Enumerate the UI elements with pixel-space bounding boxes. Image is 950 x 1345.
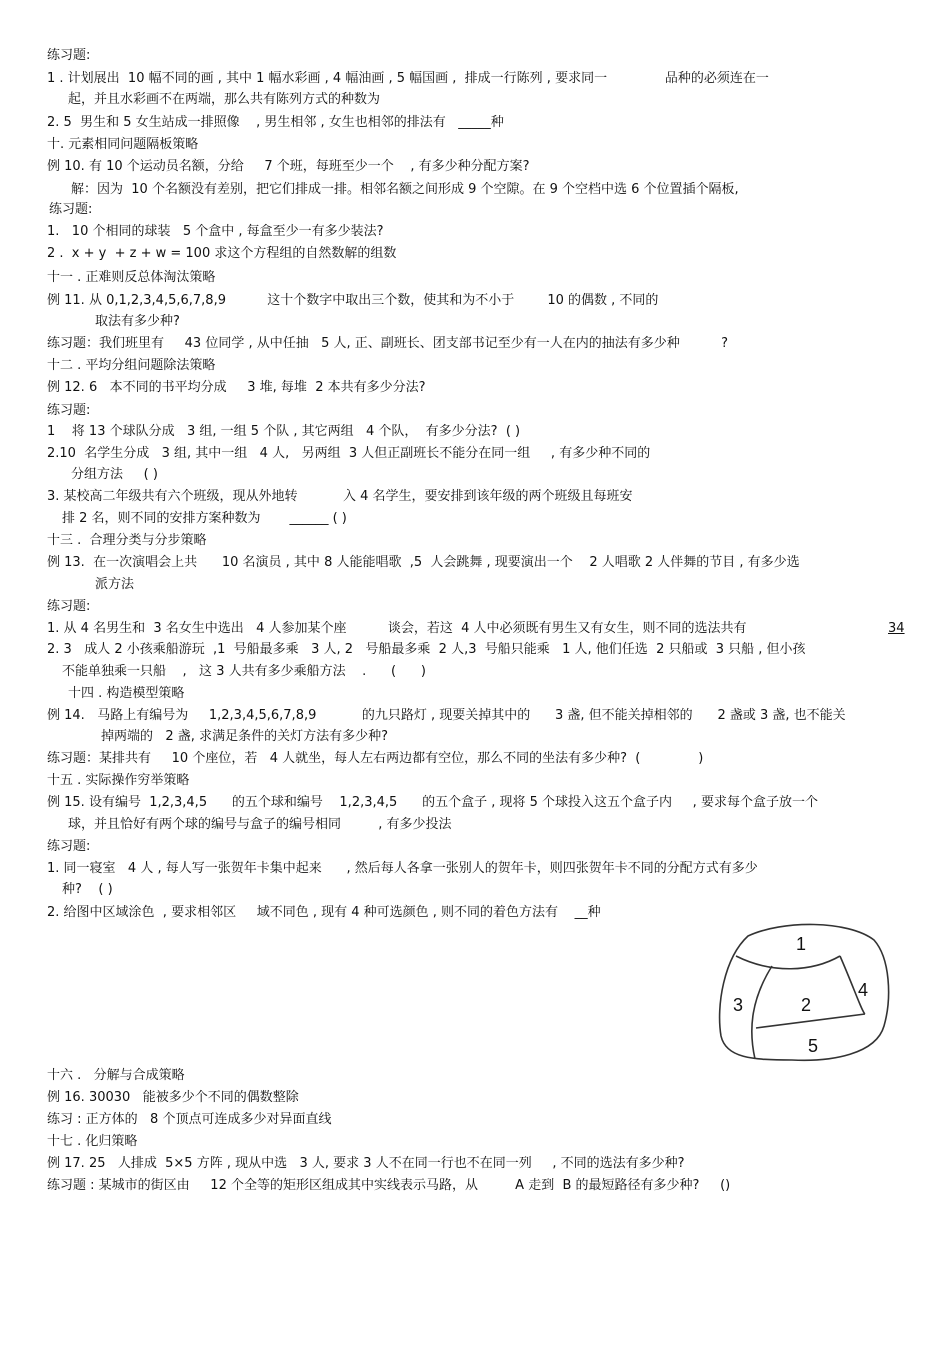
line-22: 十三 . 合理分类与分步策略: [47, 533, 207, 548]
line-23: 例 13. 在一次演唱会上共 10 名演员 , 其中 8 人能能唱歌 ,5 人会跳舞 , 现要演出一个 2 人唱歌 2 人伴舞的节目 , 有多少选: [47, 555, 800, 570]
region-label-2: 2: [801, 995, 812, 1015]
line-38: 1. 同一寝室 4 人 , 每人写一张贺年卡集中起来 , 然后每人各拿一张别人的贺年卡，则四张贺年卡不同的分配方式有多少: [47, 861, 758, 876]
line-9: 2 . x + y + z + w = 100 求这个方程组的自然数解的组数: [47, 246, 397, 261]
line-28: 2. 3 成人 2 小孩乘船游玩 ,1 号船最多乘 3 人, 2 号船最多乘 2 人,3 号船只能乘 1 人, 他们任选 2 只船或 3 只船 , 但小孩: [47, 642, 806, 657]
line-1: 1 . 计划展出 10 幅不同的画 , 其中 1 幅水彩画 , 4 幅油画 , 5 幅国画 , 排成一行陈列 , 要求同一 品种的必须连在一: [47, 71, 769, 86]
line-33: 练习题：某排共有 10 个座位，若 4 人就坐，每人左右两边都有空位，那么不同的坐法有多少种? ( ): [47, 751, 704, 766]
region-5-border: [756, 1014, 865, 1028]
line-14: 十二 . 平均分组问题除法策略: [47, 358, 216, 373]
line-40: 2. 给图中区域涂色 , 要求相邻区 域不同色 , 现有 4 种可选颜色 , 则不同的着色方法有 __种: [47, 905, 601, 920]
line-35: 例 15. 设有编号 1,2,3,4,5 的五个球和编号 1,2,3,4,5 的五个盒子 , 现将 5 个球投入这五个盒子内 , 要求每个盒子放一个: [47, 795, 818, 810]
line-5: 例 10. 有 10 个运动员名额，分给 7 个班，每班至少一个 , 有多少种分配方案?: [47, 159, 530, 174]
line-44: 十七 . 化归策略: [47, 1134, 138, 1149]
coloring-region-figure: [712, 918, 896, 1066]
line-0: 练习题:: [47, 48, 91, 63]
line-30: 十四 . 构造模型策略: [68, 686, 185, 701]
line-16: 练习题:: [47, 403, 91, 418]
region-label-1: 1: [796, 934, 807, 954]
line-29: 不能单独乘一只船 , 这 3 人共有多少乘船方法 . ( ): [62, 664, 426, 679]
line-11: 例 11. 从 0,1,2,3,4,5,6,7,8,9 这十个数字中取出三个数，使其和为不小于 10 的偶数 , 不同的: [47, 293, 659, 308]
line-19: 分组方法 ( ): [71, 467, 158, 482]
line-25: 练习题:: [47, 599, 91, 614]
line-8: 1. 10 个相同的球装 5 个盒中 , 每盒至少一有多少装法?: [47, 224, 384, 239]
line-10: 十一 . 正难则反总体淘汰策略: [47, 270, 216, 285]
line-17: 1 将 13 个球队分成 3 组, 一组 5 个队 , 其它两组 4 个队， 有多少分法? ( ): [47, 424, 521, 439]
line-12: 取法有多少种?: [95, 314, 180, 329]
region-label-5: 5: [808, 1036, 819, 1056]
line-36: 球，并且恰好有两个球的编号与盒子的编号相同 , 有多少投法: [68, 817, 452, 832]
line-46: 练习题 : 某城市的街区由 12 个全等的矩形区组成其中实线表示马路，从 A 走到 B 的最短路径有多少种? (): [47, 1178, 731, 1193]
line-21: 排 2 名，则不同的安排方案种数为 ______ ( ): [62, 511, 347, 526]
line-13: 练习题：我们班里有 43 位同学 , 从中任抽 5 人, 正、副班长、团支部书记至少有一人在内的抽法有多少种 ?: [47, 336, 729, 351]
region-label-4: 4: [858, 980, 869, 1000]
line-26: 1. 从 4 名男生和 3 名女生中选出 4 人参加某个座 谈会，若这 4 人中必须既有男生又有女生，则不同的选法共有: [47, 621, 747, 636]
region-label-3: 3: [733, 995, 744, 1015]
answer-34: 34: [888, 621, 905, 636]
line-18: 2.10 名学生分成 3 组, 其中一组 4 人, 另两组 3 人但正副班长不能分在同一组 , 有多少种不同的: [47, 446, 651, 461]
line-6: 解：因为 10 个名额没有差别，把它们排成一排。相邻名额之间形成 9 个空隙。在 9 个空档中选 6 个位置插个隔板,: [71, 182, 739, 197]
line-37: 练习题:: [47, 839, 91, 854]
line-42: 例 16. 30030 能被多少个不同的偶数整除: [47, 1090, 299, 1105]
line-4: 十. 元素相同问题隔板策略: [47, 137, 199, 152]
line-7: 练习题:: [49, 202, 93, 217]
region-3-border: [752, 966, 772, 1059]
line-31: 例 14. 马路上有编号为 1,2,3,4,5,6,7,8,9 的九只路灯 , 现要关掉其中的 3 盏, 但不能关掉相邻的 2 盏或 3 盏, 也不能关: [47, 708, 846, 723]
line-3: 2. 5 男生和 5 女生站成一排照像 , 男生相邻 , 女生也相邻的排法有 _____种: [47, 115, 504, 130]
line-24: 派方法: [95, 577, 135, 592]
line-41: 十六 . 分解与合成策略: [47, 1068, 185, 1083]
line-2: 起，并且水彩画不在两端，那么共有陈列方式的种数为: [68, 92, 381, 107]
line-15: 例 12. 6 本不同的书平均分成 3 堆, 每堆 2 本共有多少分法?: [47, 380, 426, 395]
region-1-border: [736, 956, 840, 969]
line-32: 掉两端的 2 盏, 求满足条件的关灯方法有多少种?: [101, 729, 388, 744]
line-20: 3. 某校高二年级共有六个班级，现从外地转 入 4 名学生，要安排到该年级的两个班级且每班安: [47, 489, 633, 504]
line-45: 例 17. 25 人排成 5×5 方阵 , 现从中选 3 人, 要求 3 人不在同一行也不在同一列 , 不同的选法有多少种?: [47, 1156, 685, 1171]
line-34: 十五 . 实际操作穷举策略: [47, 773, 190, 788]
line-39: 种? ( ): [62, 882, 113, 897]
line-43: 练习 : 正方体的 8 个顶点可连成多少对异面直线: [47, 1112, 332, 1127]
